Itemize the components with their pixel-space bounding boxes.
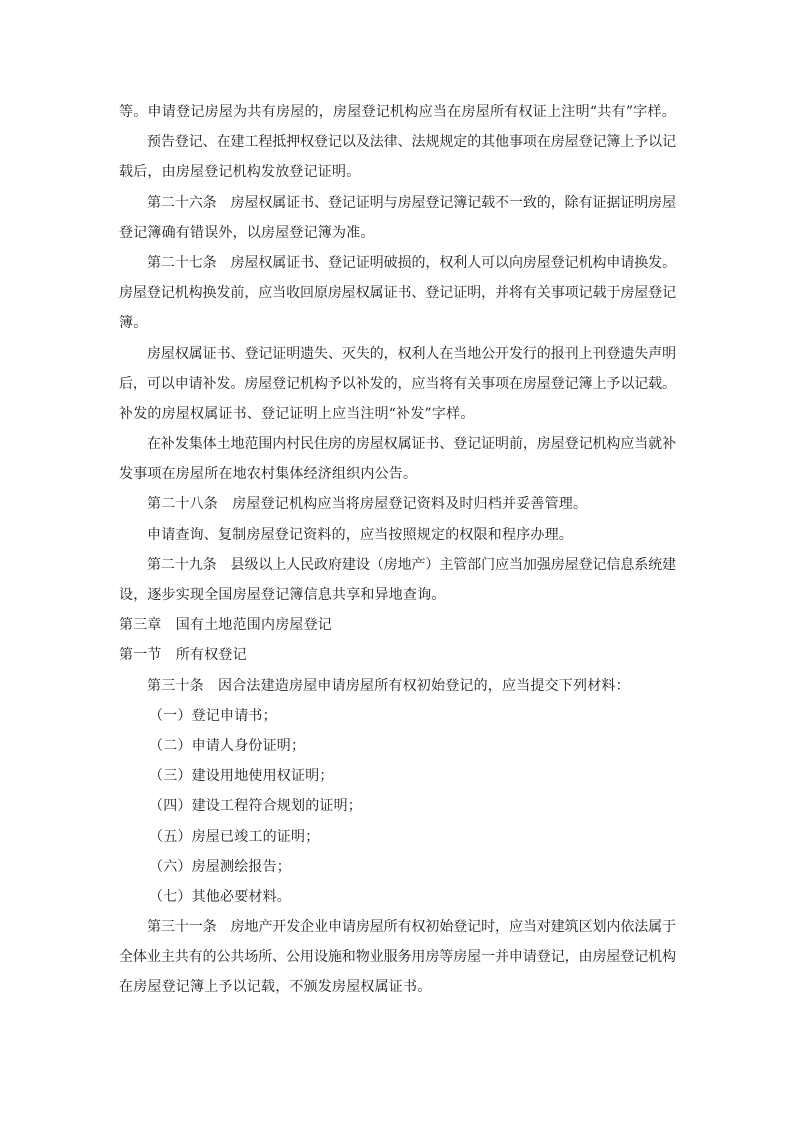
list-item: （六）房屋测绘报告；: [149, 858, 291, 875]
text-line: 预告登记、在建工程抵押权登记以及法律、法规规定的其他事项在房屋登记簿上予以记: [147, 134, 676, 151]
text-line: 在补发集体土地范围内村民住房的房屋权属证书、登记证明前，房屋登记机构应当就补: [147, 436, 676, 453]
text-line: 载后，由房屋登记机构发放登记证明。: [119, 164, 361, 181]
text-line: 后，可以申请补发。房屋登记机构予以补发的，应当将有关事项在房屋登记簿上予以记载。: [119, 375, 676, 392]
article-30-line: 第三十条 因合法建造房屋申请房屋所有权初始登记的，应当提交下列材料：: [147, 677, 630, 694]
article-29-line: 第二十九条 县级以上人民政府建设（房地产）主管部门应当加强房屋登记信息系统建: [147, 556, 676, 573]
text-line: 全体业主共有的公共场所、公用设施和物业服务用房等房屋一并申请登记，由房屋登记机构: [119, 949, 676, 966]
text-line: 登记簿确有错误外，以房屋登记簿为准。: [119, 224, 375, 241]
list-item: （五）房屋已竣工的证明；: [149, 828, 320, 845]
article-28-line: 第二十八条 房屋登记机构应当将房屋登记资料及时归档并妥善管理。: [147, 496, 588, 513]
list-item: （一）登记申请书；: [149, 707, 277, 724]
article-27-line: 第二十七条 房屋权属证书、登记证明破损的，权利人可以向房屋登记机构申请换发。: [147, 254, 676, 271]
section-heading: 第一节 所有权登记: [119, 647, 247, 664]
document-page: [119, 97, 676, 1003]
article-26-line: 第二十六条 房屋权属证书、登记证明与房屋登记簿记载不一致的，除有证据证明房屋: [147, 194, 676, 211]
text-line: 设，逐步实现全国房屋登记簿信息共享和异地查询。: [119, 587, 446, 603]
text-line: 在房屋登记簿上予以记载，不颁发房屋权属证书。: [119, 979, 432, 996]
text-line: 补发的房屋权属证书、登记证明上应当注明“补发”字样。: [119, 405, 475, 422]
article-31-line: 第三十一条 房地产开发企业申请房屋所有权初始登记时，应当对建筑区划内依法属于: [147, 919, 676, 936]
text-line: 房屋权属证书、登记证明遗失、灭失的，权利人在当地公开发行的报刊上刊登遗失声明: [147, 345, 676, 362]
text-line: 簿。: [119, 315, 148, 332]
text-line: 发事项在房屋所在地农村集体经济组织内公告。: [119, 466, 418, 483]
list-item: （四）建设工程符合规划的证明；: [149, 798, 362, 815]
text-line: 申请查询、复制房屋登记资料的，应当按照规定的权限和程序办理。: [147, 526, 573, 543]
list-item: （二）申请人身份证明；: [149, 737, 306, 754]
chapter-heading: 第三章 国有土地范围内房屋登记: [119, 617, 332, 634]
text-line: 房屋登记机构换发前，应当收回原房屋权属证书、登记证明，并将有关事项记载于房屋登记: [119, 285, 676, 302]
list-item: （七）其他必要材料。: [149, 888, 291, 905]
list-item: （三）建设用地使用权证明；: [149, 768, 334, 785]
text-line: 等。申请登记房屋为共有房屋的，房屋登记机构应当在房屋所有权证上注明“共有”字样。: [119, 104, 676, 120]
